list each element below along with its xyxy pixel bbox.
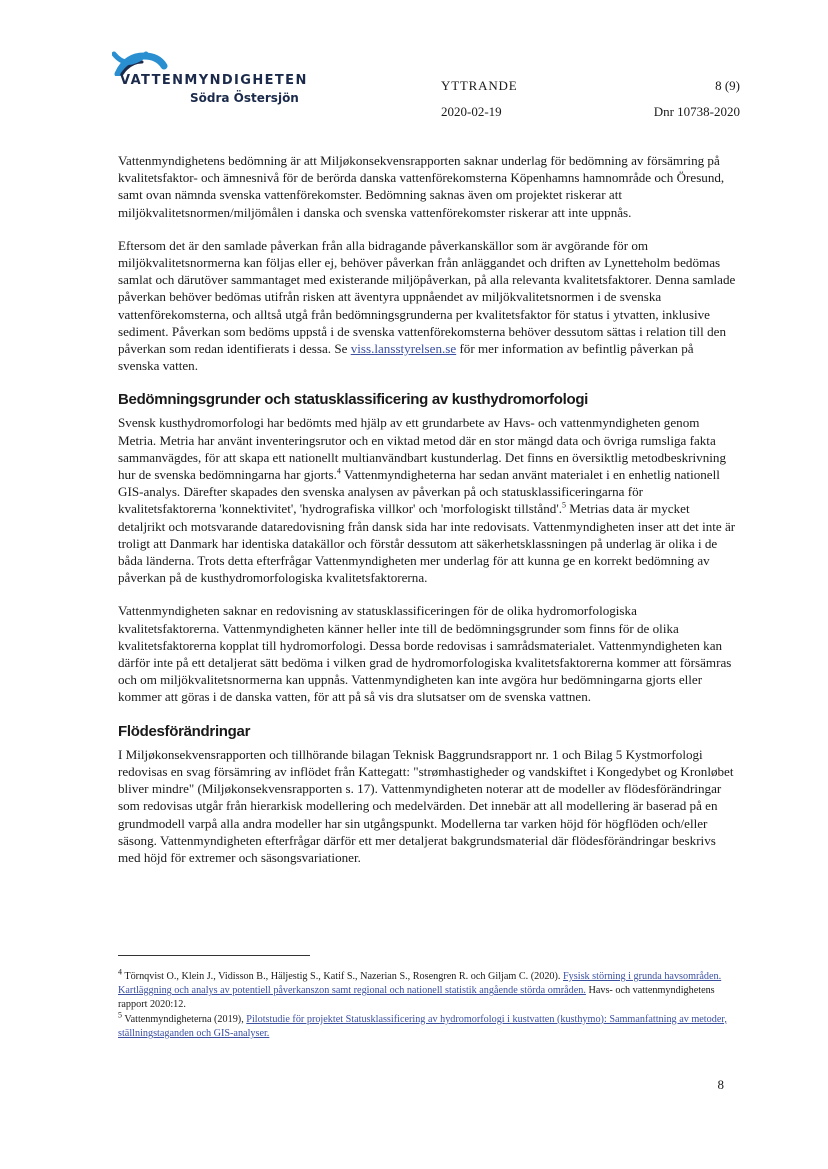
page-of-total: 8 (9) [715,78,740,93]
paragraph-5: I Miljøkonsekvensrapporten och tillhörande bilagan Teknisk Baggrundsrapport nr. 1 och Bilag 5 Kystmorfologi redovisas en svag försämring av inflödet från Kattegatt: "strømhastigheder og vandskiftet i Kongedybet og Kronløbet bliver mindre" (Miljøkonsekvensrapporten s. 17). Vattenmyndigheten noterar att de modeller av flödesförändringar som redovisas utgår från hierarkisk modellering och medelvärden. Det innebär att all modellering är baserad på en grundmodell varpå alla andra modeller har sin utgångspunkt. Modellerna tar varken höjd för högflöden och/eller säsong. Vattenmyndigheten efterfrågar därför ett mer detaljerat bakgrundsmaterial där flödesförändringar beskrivs med höjd för extremer och säsongsvariationer. [118,746,734,865]
logo-wordmark: VATTENMYNDIGHETEN [120,73,308,88]
logo-wave-icon [112,50,148,66]
section-heading-hydromorfologi: Bedömningsgrunder och statusklassificering av kusthydromorfologi [118,391,589,409]
paragraph-2-tail: för mer information av befintlig påverkan på svenska vatten. [118,341,694,374]
footnote-4-text: Törnqvist O., Klein J., Vidisson B., Häljestig S., Katif S., Nazerian S., Rosengren R. och Giljam C. (2020). [122,971,564,982]
paragraph-2-text: Eftersom det är den samlade påverkan från alla bidragande påverkanskällor som är avgörande för om miljökvalitetsnormerna kan följas eller ej, behöver påverkan från anläggandet och driften av Lynetteholm bedömas samlat och därutöver sammantaget med existerande miljöpåverkan, på alla relevanta kvalitetsfaktorer. Denna samlade påverkan behöver bedömas utifrån risken att äventyra uppnåendet av miljökvalitetsnormen i de svenska vattenförekomsterna, och alltså utgå från bedömningsgrunderna per kvalitetsfaktor för status i ytvatten, inklusive sediment. Påverkan som bedöms uppstå i de svenska vattenförekomsterna behöver dessutom sättas i relation till den påverkan som redan identifierats i dessa. Se [118,237,736,357]
document-body [118,152,736,882]
document-date: 2020-02-19 [441,104,502,119]
paragraph-3 [118,414,736,586]
footnote-4-tail: Havs- och vattenmyndighetens rapport 2020:12. [118,985,715,1011]
paragraph-4: Vattenmyndigheten saknar en redovisning av statusklassificeringen för de olika hydromorfologiska kvalitetsfaktorerna. Vattenmyndigheten känner heller inte till de bedömningsgrunder som finns för de olika kvalitetsfaktorerna kopplat till hydromorfologi. Dessa borde redovisas i samrådsmaterialet. Vattenmyndigheten kan därför inte på ett detaljerat sätt bedöma i vilken grad de hydromorfologiska kvalitetsfaktorerna kommer att försämras och om miljökvalitetsnormerna kan uppnås. Vattenmyndigheten kan inte avgöra hur bedömningarna gjorts eller kommer att göras i de danska vatten, för att på så vis dra slutsatser om de svenska vattnen. [118,603,732,705]
footnote-4-number: 4 [118,967,122,977]
footnotes [118,967,730,1041]
registration-number: Dnr 10738-2020 [653,104,740,119]
footnote-4-link[interactable]: Fysisk störning i grunda havsområden. Kartläggning och analys av potentiell påverkanszon samt regional och nationell statistik angående störda områden. [118,971,722,997]
footnote-5 [118,1010,730,1041]
footnote-5-text: Vattenmyndigheterna (2019), [122,1013,247,1025]
footnote-ref-4[interactable]: 4 [336,466,341,476]
paragraph-3-part-b: Vattenmyndigheterna har sedan använt materialet i en enhetlig nationell GIS-analys. Därefter skapades den svenska analysen av påverkan på och statusklassificeringarna för kvalitetsfaktorerna 'konnektivitet', 'hydrografiska villkor' och 'morfologiskt tillstånd'. [118,467,720,517]
footnote-4 [118,967,730,1013]
paragraph-3-part-c: Metrias data är mycket detaljrikt och motsvarande dataredovisning från dansk sida har inte redovisats. Vattenmyndigheten inser att det inte är troligt att Danmark har identiska datakällor och förstår dessutom att säkerhetsklassningen på underlag är olika i de båda länderna. Trots detta efterfrågar Vattenmyndigheten mer underlag för att kunna ge en korrekt bedömning av påverkan på de kusthydromorfologiska kvalitetsfaktorerna. [118,501,736,586]
viss-link[interactable]: viss.lansstyrelsen.se [350,341,457,357]
section-heading-flodesforandringar: Flödesförändringar [118,722,251,740]
page-number: 8 [717,1077,724,1092]
footnote-divider [118,955,310,956]
footnote-5-number: 5 [118,1010,122,1020]
footnote-ref-5[interactable]: 5 [561,501,566,511]
logo-region: Södra Östersjön [190,91,299,105]
document-type: YTTRANDE [441,78,518,93]
vattenmyndigheten-logo [112,50,312,114]
footnote-5-link[interactable]: Pilotstudie för projektet Statusklassificering av hydromorfologi i kustvatten (kusthymo): Sammanfattning av metoder, ställningstaganden och GIS-analyser. [118,1013,727,1039]
paragraph-2 [118,237,736,375]
paragraph-3-part-a: Svensk kusthydromorfologi har bedömts med hjälp av ett grundarbete av Havs- och vattenmyndigheten genom Metria. Metria har använt inventeringsrutor och en viktad metod där en stor mängd data och övriga rumsliga fakta sammanvägdes, för att skapa ett nationellt multianvändbart kustunderlag. Det finns en översiktlig metodbeskrivning hur de svenska bedömningarna har gjorts. [118,415,726,483]
paragraph-1: Vattenmyndighetens bedömning är att Miljøkonsekvensrapporten saknar underlag för bedömning av försämring på kvalitetsfaktor- och ämnesnivå för de berörda danska vattenförekomsterna Köpenhamns hamnområde och Öresund, samt ovan nämnda svenska vattenförekomster. Bedömning saknas även om projektet riskerar att miljökvalitetsnormen/miljömålen i danska och svenska vattenförekomster riskerar att inte uppnås. [118,153,725,220]
